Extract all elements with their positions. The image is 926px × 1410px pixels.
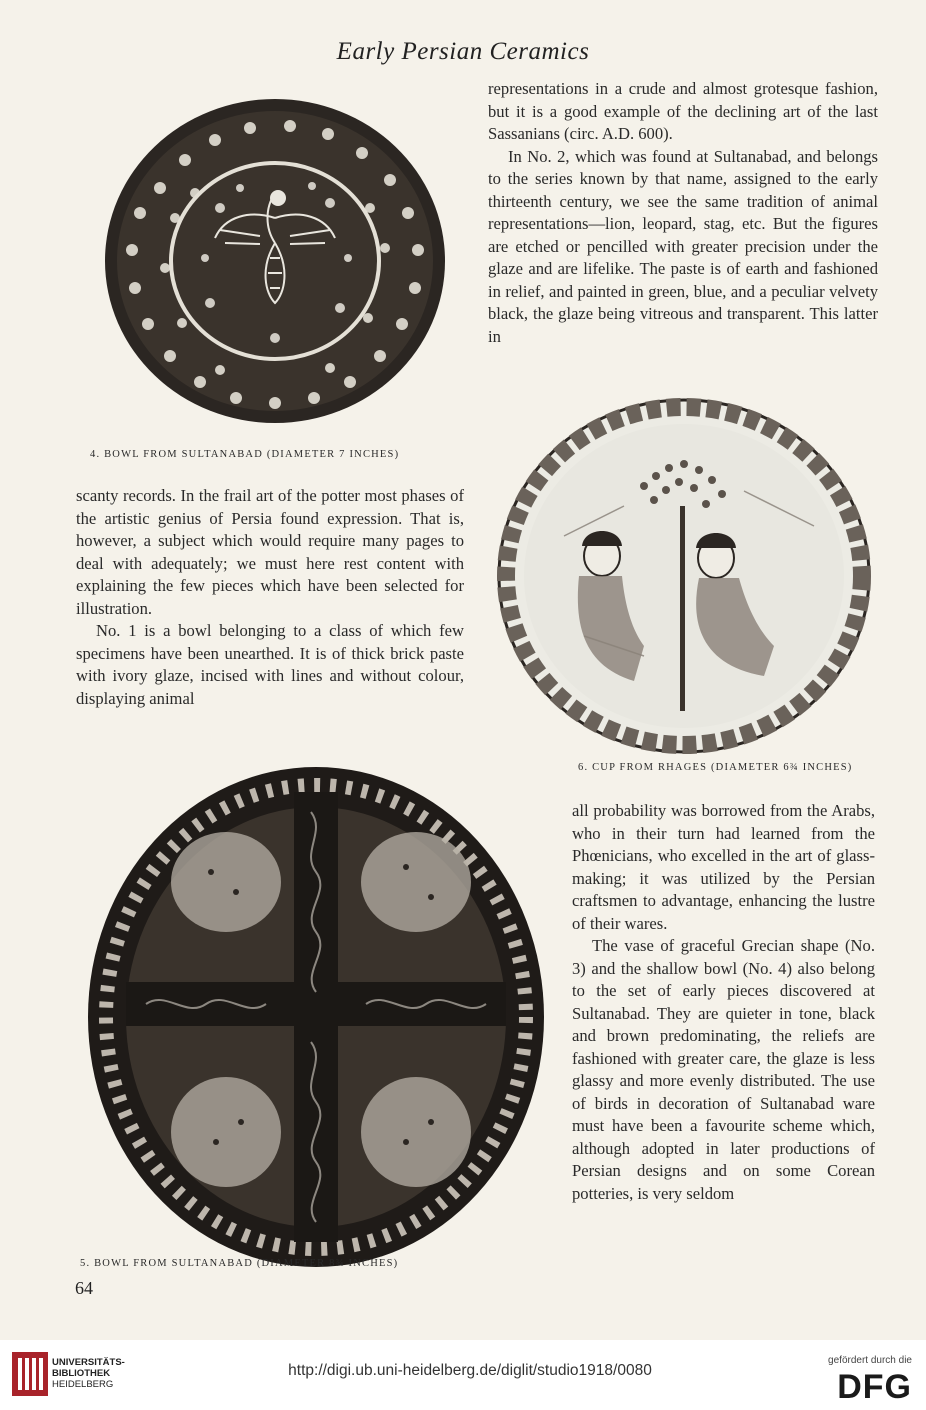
paragraph: representations in a crude and almost grotesque fashion, but it is a good example of the declining art of the last Sassanians (circ. A.D. 600). xyxy=(488,79,878,143)
text-column-right-top xyxy=(488,78,878,348)
paragraph: The vase of graceful Grecian shape (No. 3) and the shallow bowl (No. 4) also belong to the set of early pieces discovered at Sultanabad. They are quieter in tone, black and brown predominating, the reliefs are fashioned with greater care, the glaze is less glassy and more evenly distributed. The use of birds in decoration of Sultanabad ware must have been a favourite scheme which, although adopted in later productions of Persian designs and on some Corean potteries, is very seldom xyxy=(572,936,875,1203)
library-logo-icon xyxy=(12,1352,48,1396)
plate-bowl-4 xyxy=(100,98,450,428)
paragraph: scanty records. In the frail art of the potter most phases of the artistic genius of Persia found expression. That is, however, a subject which would require many pages to deal with adequately; we must here rest content with explaining the few pieces which have been selected for illustration. xyxy=(76,486,464,618)
library-name: UNIVERSITÄTS- BIBLIOTHEK HEIDELBERG xyxy=(52,1357,125,1390)
paragraph: In No. 2, which was found at Sultanabad, and belongs to the series known by that name, assigned to the early thirteenth century, we see the same tradition of animal representations—lion, leopard, stag, etc. But the figures are etched or pencilled with greater precision under the glaze and are lifelike. The paste is of earth and fashioned in relief, and painted in green, blue, and a peculiar velvety black, the glaze being vitreous and transparent. This latter in xyxy=(488,146,878,346)
text-column-right-bottom xyxy=(572,800,875,1205)
running-header: Early Persian Ceramics xyxy=(336,38,590,65)
caption-fig4: 4. BOWL FROM SULTANABAD (DIAMETER 7 INCHES) xyxy=(90,449,400,460)
dfg-logo: DFG xyxy=(837,1368,912,1406)
source-url-link[interactable]: http://digi.ub.uni-heidelberg.de/diglit/studio1918/0080 xyxy=(288,1362,652,1379)
sponsor-label: gefördert durch die xyxy=(828,1355,912,1366)
plate-bowl-5 xyxy=(86,762,546,1272)
caption-fig6: 6. CUP FROM RHAGES (DIAMETER 6¾ INCHES) xyxy=(578,762,853,773)
paragraph: all probability was borrowed from the Arabs, who in their turn had learned from the Phœnicians, who excelled in the art of glass-making; it was utilized by the Persian craftsmen to advantage, enhancing the lustre of their wares. xyxy=(572,801,875,933)
paragraph: No. 1 is a bowl belonging to a class of which few specimens have been unearthed. It is of thick brick paste with ivory glaze, incised with lines and without colour, displaying animal xyxy=(76,621,464,708)
plate-cup-6 xyxy=(494,396,874,756)
text-column-left xyxy=(76,485,464,710)
caption-fig5: 5. BOWL FROM SULTANABAD (DIAMETER 8¾ INCHES) xyxy=(80,1258,399,1269)
page-number: 64 xyxy=(75,1278,93,1298)
